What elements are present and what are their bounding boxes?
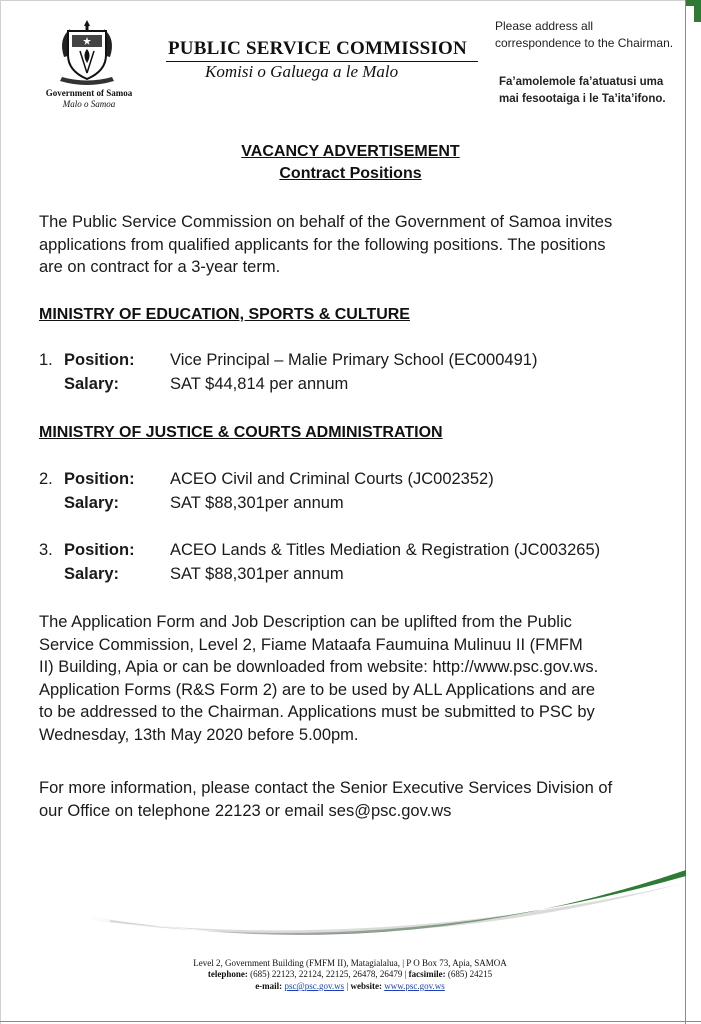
corner-accent bbox=[686, 0, 701, 22]
position-title: Vice Principal – Malie Primary School (EC000491) bbox=[170, 351, 538, 369]
decorative-swoosh bbox=[90, 870, 686, 950]
application-line: Application Forms (R&S Form 2) are to be used by ALL Applications and are bbox=[39, 680, 596, 699]
salary-value: SAT $88,301per annum bbox=[170, 565, 344, 583]
telephone-label: telephone: bbox=[207, 969, 248, 979]
intro-line: are on contract for a 3-year term. bbox=[39, 258, 281, 276]
intro-line: applications from qualified applicants for the following positions. The positions bbox=[39, 235, 606, 254]
position-title: ACEO Lands & Titles Mediation & Registration (JC003265) bbox=[170, 541, 601, 559]
salary-label: Salary: bbox=[64, 494, 120, 512]
application-line: to be addressed to the Chairman. Applications must be submitted to PSC by bbox=[39, 703, 595, 721]
footer-separator: | bbox=[346, 981, 349, 991]
position-label: Position: bbox=[64, 351, 135, 369]
address-note bbox=[495, 18, 685, 52]
website-label: website: bbox=[350, 981, 382, 991]
intro-paragraph bbox=[39, 211, 679, 279]
advert-subtitle: Contract Positions bbox=[279, 165, 422, 182]
position-number: 3. bbox=[39, 541, 53, 559]
address-note-line: correspondence to the Chairman. bbox=[495, 36, 674, 50]
application-line: II) Building, Apia or can be downloaded from website: http://www.psc.gov.ws. bbox=[39, 658, 599, 676]
advert-title: VACANCY ADVERTISEMENT bbox=[241, 143, 460, 160]
footer-separator: | bbox=[404, 969, 407, 979]
salary-value: SAT $88,301per annum bbox=[170, 494, 344, 512]
facsimile-value: (685) 24215 bbox=[447, 969, 493, 979]
intro-line: The Public Service Commission on behalf of the Government of Samoa invites bbox=[39, 213, 613, 231]
footer-phone-fax bbox=[110, 968, 590, 980]
contact-line: For more information, please contact the Senior Executive Services Division of bbox=[39, 779, 613, 797]
facsimile-label: facsimile: bbox=[408, 969, 446, 979]
contact-line: our Office on telephone 22123 or email ses@psc.gov.ws bbox=[39, 801, 452, 820]
position-number: 2. bbox=[39, 470, 53, 488]
ministry-heading: MINISTRY OF JUSTICE & COURTS ADMINISTRATION bbox=[39, 424, 443, 441]
website-link[interactable]: www.psc.gov.ws bbox=[384, 981, 445, 991]
position-label: Position: bbox=[64, 541, 135, 559]
page-border-bottom bbox=[0, 1021, 701, 1022]
salary-label: Salary: bbox=[64, 565, 120, 583]
salary-label: Salary: bbox=[64, 375, 120, 393]
org-title: PUBLIC SERVICE COMMISSION bbox=[168, 38, 467, 59]
address-note-line: Please address all bbox=[495, 19, 594, 33]
position-label: Position: bbox=[64, 470, 135, 488]
email-label: e-mail: bbox=[255, 981, 283, 991]
crest-caption-samoan: Malo o Samoa bbox=[62, 99, 116, 109]
application-line: Wednesday, 13th May 2020 before 5.00pm. bbox=[39, 725, 359, 744]
application-line: Service Commission, Level 2, Fiame Mataafa Faumuina Mulinuu II (FMFM bbox=[39, 635, 583, 654]
ministry-heading: MINISTRY OF EDUCATION, SPORTS & CULTURE bbox=[39, 306, 410, 323]
telephone-value: (685) 22123, 22124, 22125, 26478, 26479 bbox=[250, 969, 403, 979]
footer-address: Level 2, Government Building (FMFM II), Matagialalua, | P O Box 73, Apia, SAMOA bbox=[193, 958, 507, 968]
org-subtitle: Komisi o Galuega a le Malo bbox=[205, 62, 399, 81]
address-note-samoan-line: Fa’amolemole fa’atuatusi uma bbox=[499, 76, 664, 88]
address-note-samoan bbox=[499, 74, 685, 108]
samoa-coat-of-arms-icon bbox=[54, 17, 120, 89]
address-note-samoan-line: mai fesootaiga i le Ta’ita’ifono. bbox=[499, 93, 666, 105]
page-border-top bbox=[0, 0, 701, 1]
position-number: 1. bbox=[39, 351, 53, 369]
footer-email-web bbox=[110, 980, 590, 992]
application-paragraph bbox=[39, 611, 679, 746]
application-line: The Application Form and Job Description can be uplifted from the Public bbox=[39, 613, 572, 631]
position-title: ACEO Civil and Criminal Courts (JC002352) bbox=[170, 470, 494, 488]
email-link[interactable]: psc@psc.gov.ws bbox=[284, 981, 345, 991]
crest-caption: Government of Samoa bbox=[45, 88, 133, 98]
salary-value: SAT $44,814 per annum bbox=[170, 375, 349, 393]
contact-paragraph bbox=[39, 777, 679, 822]
